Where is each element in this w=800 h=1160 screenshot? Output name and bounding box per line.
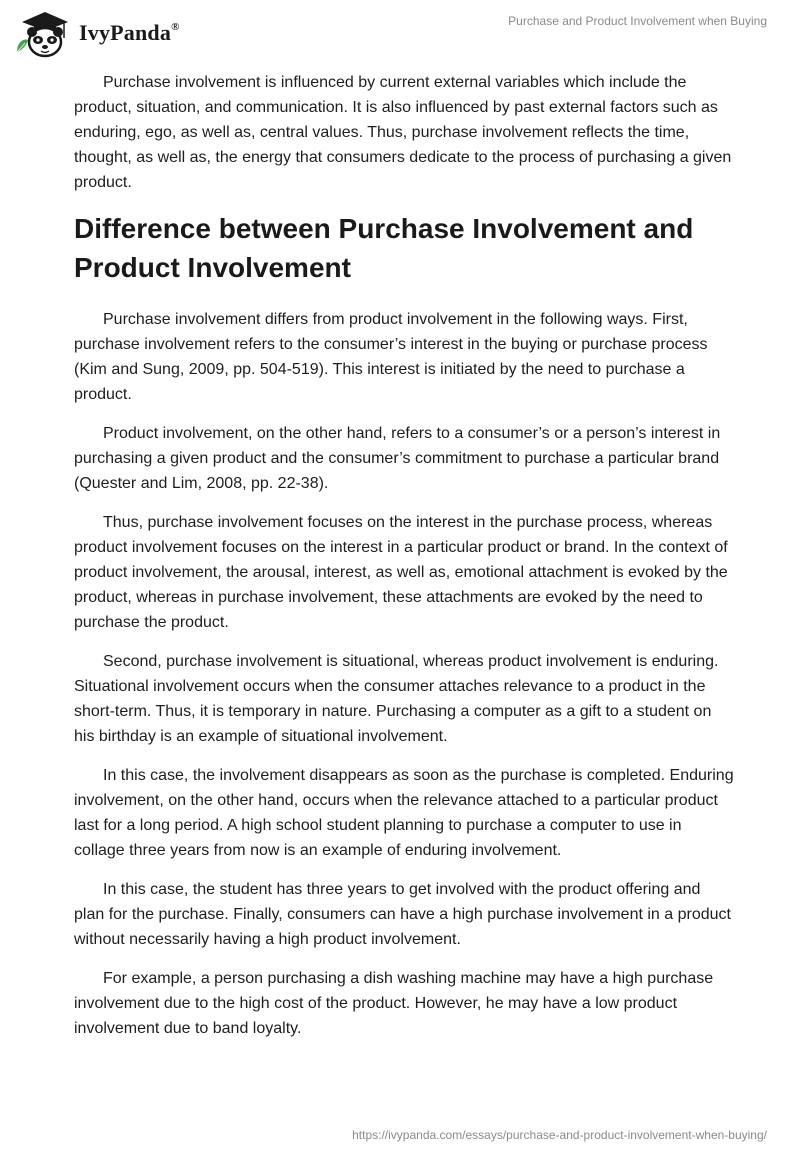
registered-mark: ® [171,20,180,33]
body-paragraph: For example, a person purchasing a dish washing machine may have a high purchase involvement due to the high cost of the product. However, he may have a low product involvement due to band loyalty. [74,970,714,1037]
intro-paragraph: Purchase involvement is influenced by current external variables which include the product, situation, and communication. It is also influenced by past external factors such as enduring, ego, as well as, central values. Thus, purchase involvement reflects the time, thought, as well as, the energy that consumers dedicate to the process of purchasing a given product. [74,74,732,191]
section-heading: Difference between Purchase Involvement and Product Involvement [74,213,694,283]
body-paragraph: In this case, the involvement disappears as soon as the purchase is completed. Enduring involvement, on the other hand, occurs when the relevance attached to a particular product last for a long period. A high school student planning to purchase a computer to use in collage three years from now is an example of enduring involvement. [74,767,734,859]
brand-name[interactable] [79,20,180,46]
panda-logo-icon[interactable] [14,8,76,58]
page-header [0,0,800,60]
body-paragraph: In this case, the student has three years to get involved with the product offering and plan for the purchase. Finally, consumers can have a high purchase involvement in a product without necessarily having a high product involvement. [74,881,731,948]
brand-text: IvyPanda [79,20,172,45]
body-paragraph: Second, purchase involvement is situational, whereas product involvement is enduring. Situational involvement occurs when the consumer attaches relevance to a product in the short-term. Thus, it is temporary in nature. Purchasing a computer as a gift to a student on his birthday is an example of situational involvement. [74,653,719,745]
document-title: Purchase and Product Involvement when Buying [508,14,767,28]
body-paragraph: Thus, purchase involvement focuses on the interest in the purchase process, whereas product involvement focuses on the interest in a particular product or brand. In the context of product involvement, the arousal, interest, as well as, emotional attachment is evoked by the product, whereas in purchase involvement, these attachments are evoked by the need to purchase the product. [74,514,728,631]
body-paragraph: Purchase involvement differs from product involvement in the following ways. First, purchase involvement refers to the consumer’s interest in the buying or purchase process (Kim and Sung, 2009, pp. 504-519). This interest is initiated by the need to purchase a product. [74,311,708,403]
article-body [74,70,734,1055]
body-paragraph: Product involvement, on the other hand, refers to a consumer’s or a person’s interest in purchasing a given product and the consumer’s commitment to purchase a particular brand (Quester and Lim, 2008, pp. 22-38). [74,425,721,492]
source-url[interactable]: https://ivypanda.com/essays/purchase-and-product-involvement-when-buying/ [352,1128,767,1142]
